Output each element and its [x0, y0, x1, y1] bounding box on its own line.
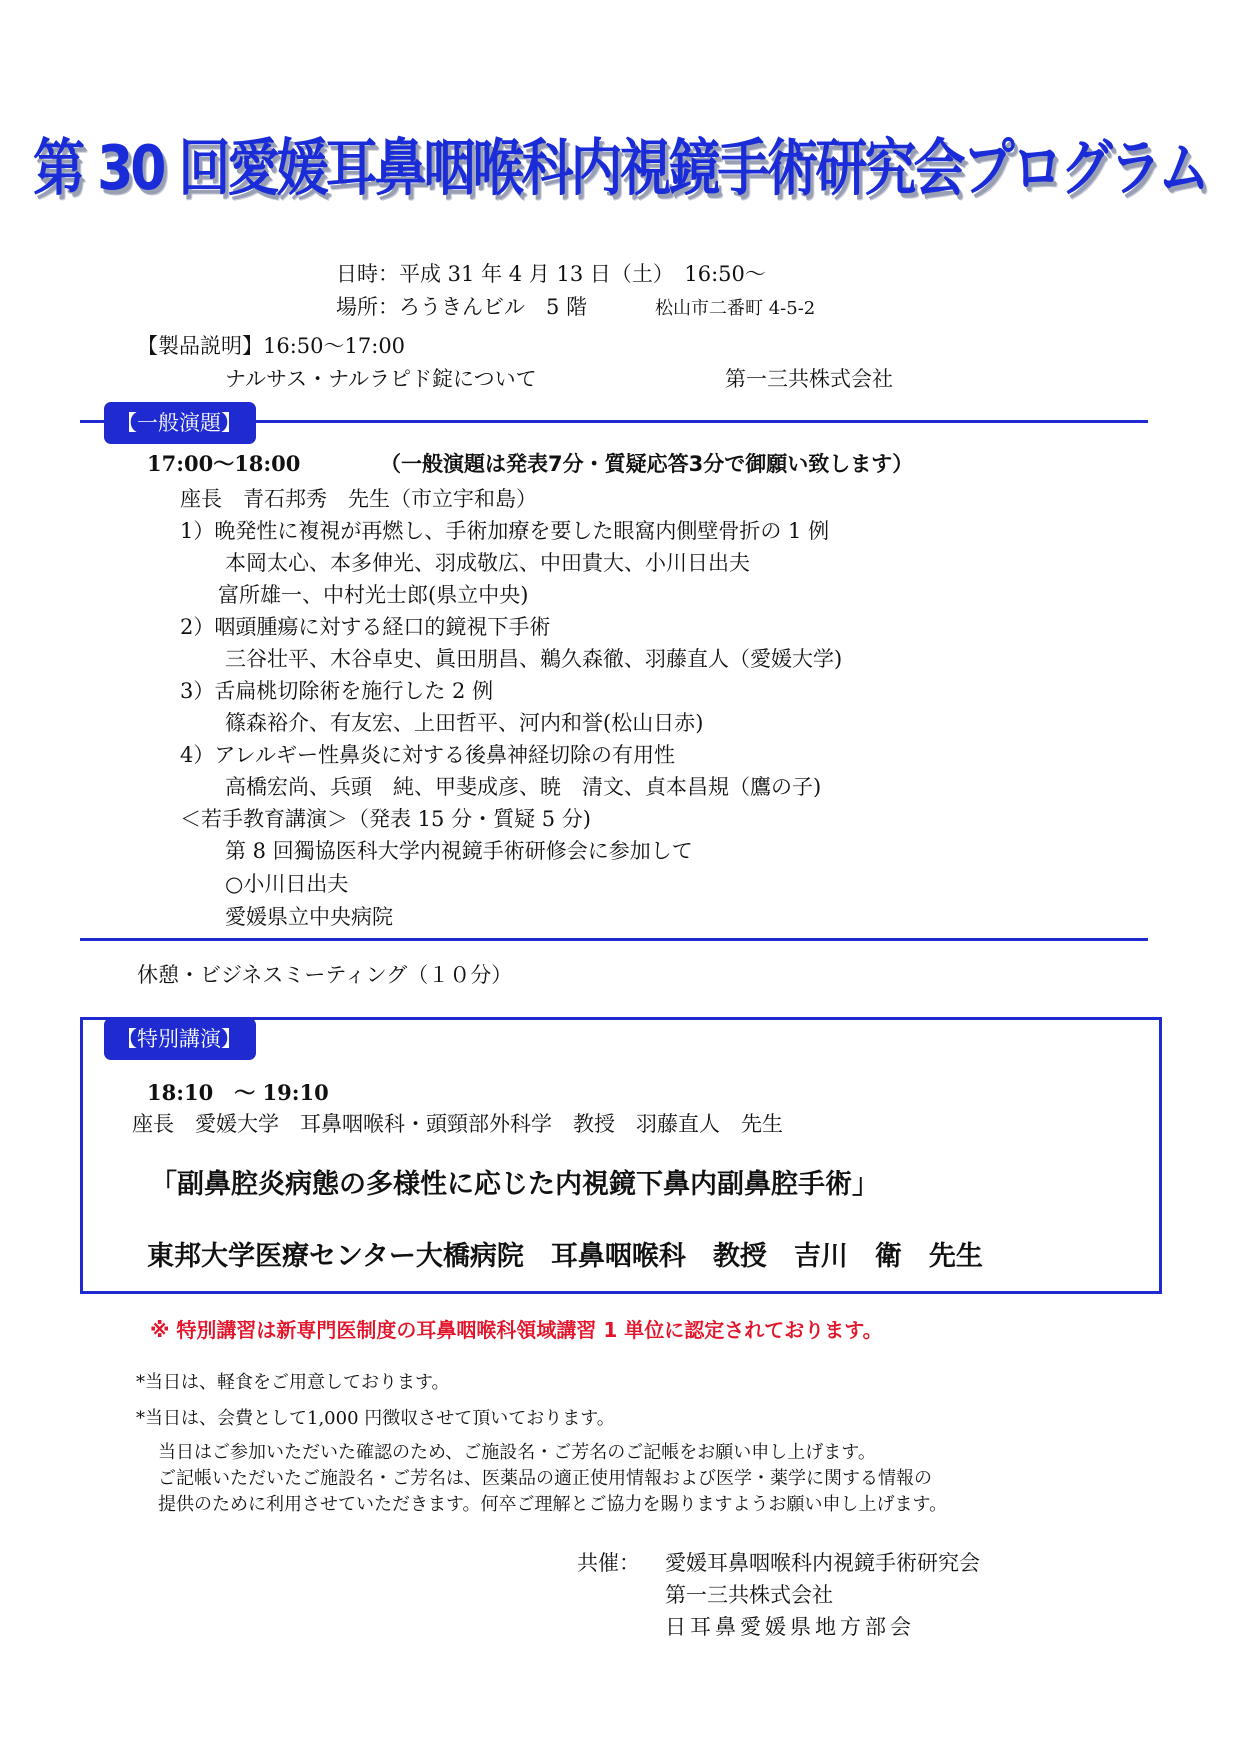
- presentation-title: 2）咽頭腫瘍に対する経口的鏡視下手術: [180, 615, 551, 639]
- break-text: 休憩・ビジネスミーティング（１０分）: [137, 963, 513, 987]
- credit-notice: ※ 特別講習は新専門医制度の耳鼻咽喉科領域講習 1 単位に認定されております。: [150, 1318, 883, 1342]
- general-section-tag: 【一般演題】: [104, 402, 256, 444]
- education-title: 第 8 回獨協医科大学内視鏡手術研修会に参加して: [225, 839, 693, 863]
- special-lecture-title: 「副鼻腔炎病態の多様性に応じた内視鏡下鼻内副鼻腔手術」: [150, 1169, 879, 1200]
- presentation-authors: 高橋宏尚、兵頭 純、甲斐成彦、暁 清文、貞本昌規（鷹の子): [225, 775, 822, 799]
- special-speaker: 東邦大学医療センター大橋病院 耳鼻咽喉科 教授 吉川 衛 先生: [147, 1241, 983, 1272]
- privacy-line: 提供のために利用させていただきます。何卒ご理解とご協力を賜りますようお願い申し上げます。: [158, 1494, 948, 1515]
- presentation-title: 4）アレルギー性鼻炎に対する後鼻神経切除の有用性: [180, 743, 675, 767]
- general-note: （一般演題は発表7分・質疑応答3分で御願い致します）: [380, 452, 914, 476]
- privacy-line: 当日はご参加いただいた確認のため、ご施設名・ご芳名のご記帳をお願い申し上げます。: [158, 1442, 876, 1463]
- education-speaker: ○小川日出夫: [225, 872, 349, 896]
- page-title: 第 30 回愛媛耳鼻咽喉科内視鏡手術研究会プログラム: [32, 133, 1208, 205]
- general-chair: 座長 青石邦秀 先生（市立宇和島）: [180, 487, 537, 511]
- special-chair: 座長 愛媛大学 耳鼻咽喉科・頭頸部外科学 教授 羽藤直人 先生: [132, 1112, 783, 1136]
- cosponsor-name: 愛媛耳鼻咽喉科内視鏡手術研究会: [665, 1551, 980, 1575]
- product-heading: 【製品説明】16:50〜17:00: [137, 334, 406, 358]
- note-item: *当日は、会費として1,000 円徴収させて頂いております。: [136, 1408, 615, 1429]
- event-datetime: 日時：平成 31 年 4 月 13 日（土） 16:50〜: [336, 262, 766, 286]
- general-time: 17:00〜18:00: [147, 451, 301, 476]
- presentation-title: 1）晩発性に複視が再燃し、手術加療を要した眼窩内側壁骨折の 1 例: [180, 519, 830, 543]
- product-company: 第一三共株式会社: [725, 367, 893, 391]
- cosponsor-name: 日耳鼻愛媛県地方部会: [665, 1615, 915, 1639]
- cosponsor-label: 共催：: [577, 1551, 640, 1575]
- presentation-authors: 三谷壮平、木谷卓史、眞田朋昌、鵜久森徹、羽藤直人（愛媛大学): [225, 647, 843, 671]
- event-address: 松山市二番町 4-5-2: [655, 298, 816, 319]
- special-section-tag: 【特別講演】: [104, 1018, 256, 1060]
- presentation-authors: 篠森裕介、有友宏、上田哲平、河内和誉(松山日赤): [225, 711, 704, 735]
- education-affiliation: 愛媛県立中央病院: [225, 905, 393, 929]
- product-topic: ナルサス・ナルラピド錠について: [225, 367, 537, 391]
- privacy-line: ご記帳いただいたご施設名・ご芳名は、医薬品の適正使用情報および医学・薬学に関する情報の: [158, 1468, 932, 1489]
- event-venue: 場所：ろうきんビル 5 階: [336, 295, 588, 319]
- special-time: 18:10 〜 19:10: [147, 1080, 329, 1105]
- section-divider: [80, 938, 1148, 941]
- presentation-authors: 富所雄一、中村光士郎(県立中央): [218, 583, 529, 607]
- note-item: *当日は、軽食をご用意しております。: [136, 1372, 450, 1393]
- presentation-authors: 本岡太心、本多伸光、羽成敬広、中田貴大、小川日出夫: [225, 551, 750, 575]
- cosponsor-name: 第一三共株式会社: [665, 1583, 833, 1607]
- education-heading: ＜若手教育講演＞（発表 15 分・質疑 5 分): [180, 807, 591, 831]
- presentation-title: 3）舌扁桃切除術を施行した 2 例: [180, 679, 494, 703]
